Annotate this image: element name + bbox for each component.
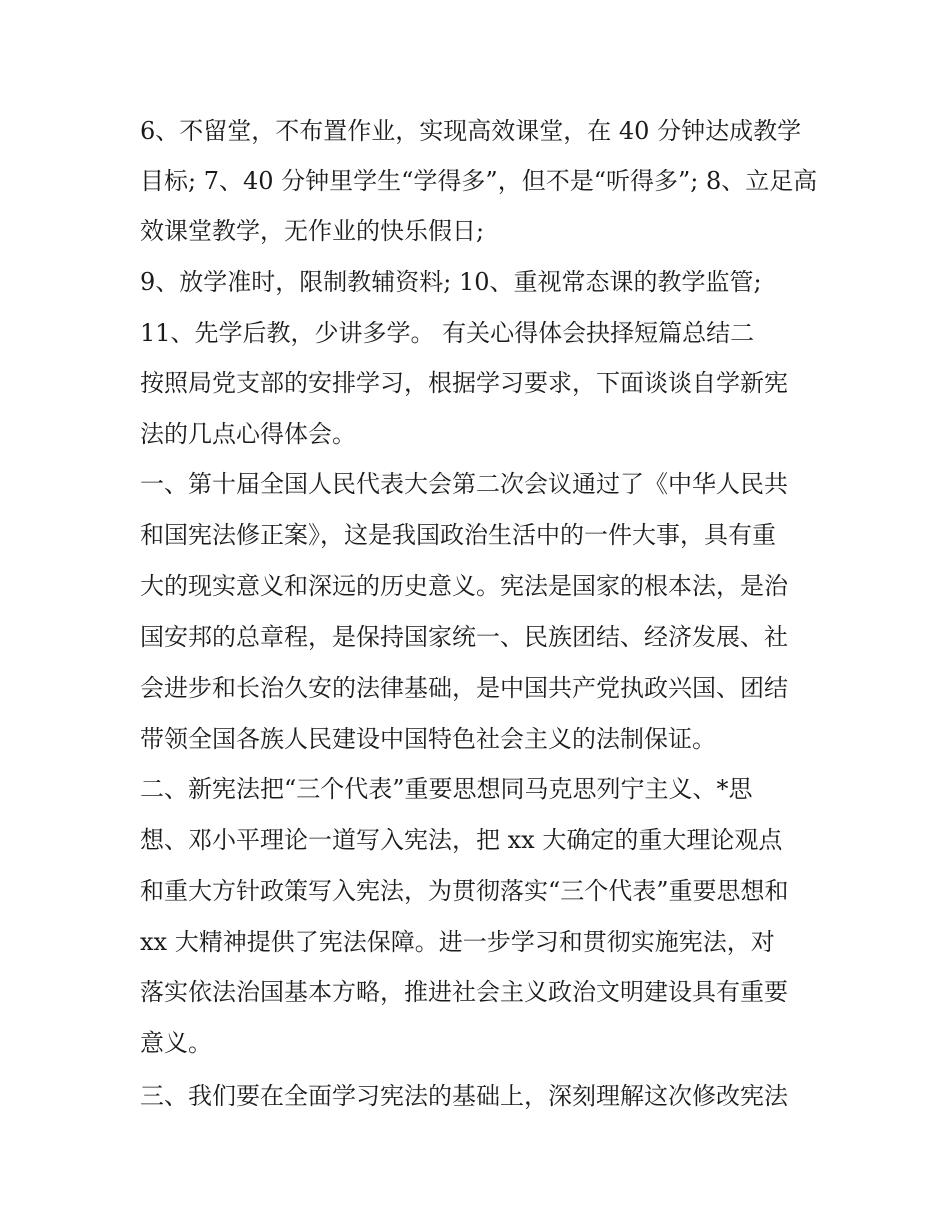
text-line: 按照局党支部的安排学习，根据学习要求，下面谈谈自学新宪 <box>140 369 788 397</box>
text-line: 三、我们要在全面学习宪法的基础上，深刻理解这次修改宪法 <box>140 1082 788 1110</box>
text-line: 意义。 <box>140 1029 212 1057</box>
text-line: 会进步和长治久安的法律基础，是中国共产党执政兴国、团结 <box>140 674 788 702</box>
text-line: 9、放学准时，限制教辅资料; 10、重视常态课的教学监管; <box>140 268 762 296</box>
text-line: 想、邓小平理论一道写入宪法，把 xx 大确定的重大理论观点 <box>140 826 783 854</box>
text-line: xx 大精神提供了宪法保障。进一步学习和贯彻实施宪法，对 <box>140 928 775 956</box>
text-line: 落实依法治国基本方略，推进社会主义政治文明建设具有重要 <box>140 978 788 1006</box>
text-line: 带领全国各族人民建设中国特色社会主义的法制保证。 <box>140 725 716 753</box>
text-line: 二、新宪法把“三个代表”重要思想同马克思列宁主义、*思 <box>140 775 753 803</box>
text-line: 国安邦的总章程，是保持国家统一、民族团结、经济发展、社 <box>140 623 788 651</box>
text-line: 法的几点心得体会。 <box>140 420 356 448</box>
text-line: 11、先学后教，少讲多学。 有关心得体会抉择短篇总结二 <box>140 319 755 347</box>
text-line: 一、第十届全国人民代表大会第二次会议通过了《中华人民共 <box>140 470 788 498</box>
text-line: 和重大方针政策写入宪法，为贯彻落实“三个代表”重要思想和 <box>140 877 789 905</box>
text-line: 和国宪法修正案》，这是我国政治生活中的一件大事，具有重 <box>140 521 776 549</box>
text-line: 6、不留堂，不布置作业，实现高效课堂，在 40 分钟达成教学 <box>140 117 802 145</box>
text-line: 目标; 7、40 分钟里学生“学得多”，但不是“听得多”; 8、立足高 <box>140 167 818 195</box>
text-line: 效课堂教学，无作业的快乐假日; <box>140 217 485 245</box>
text-line: 大的现实意义和深远的历史意义。宪法是国家的根本法，是治 <box>140 572 788 600</box>
